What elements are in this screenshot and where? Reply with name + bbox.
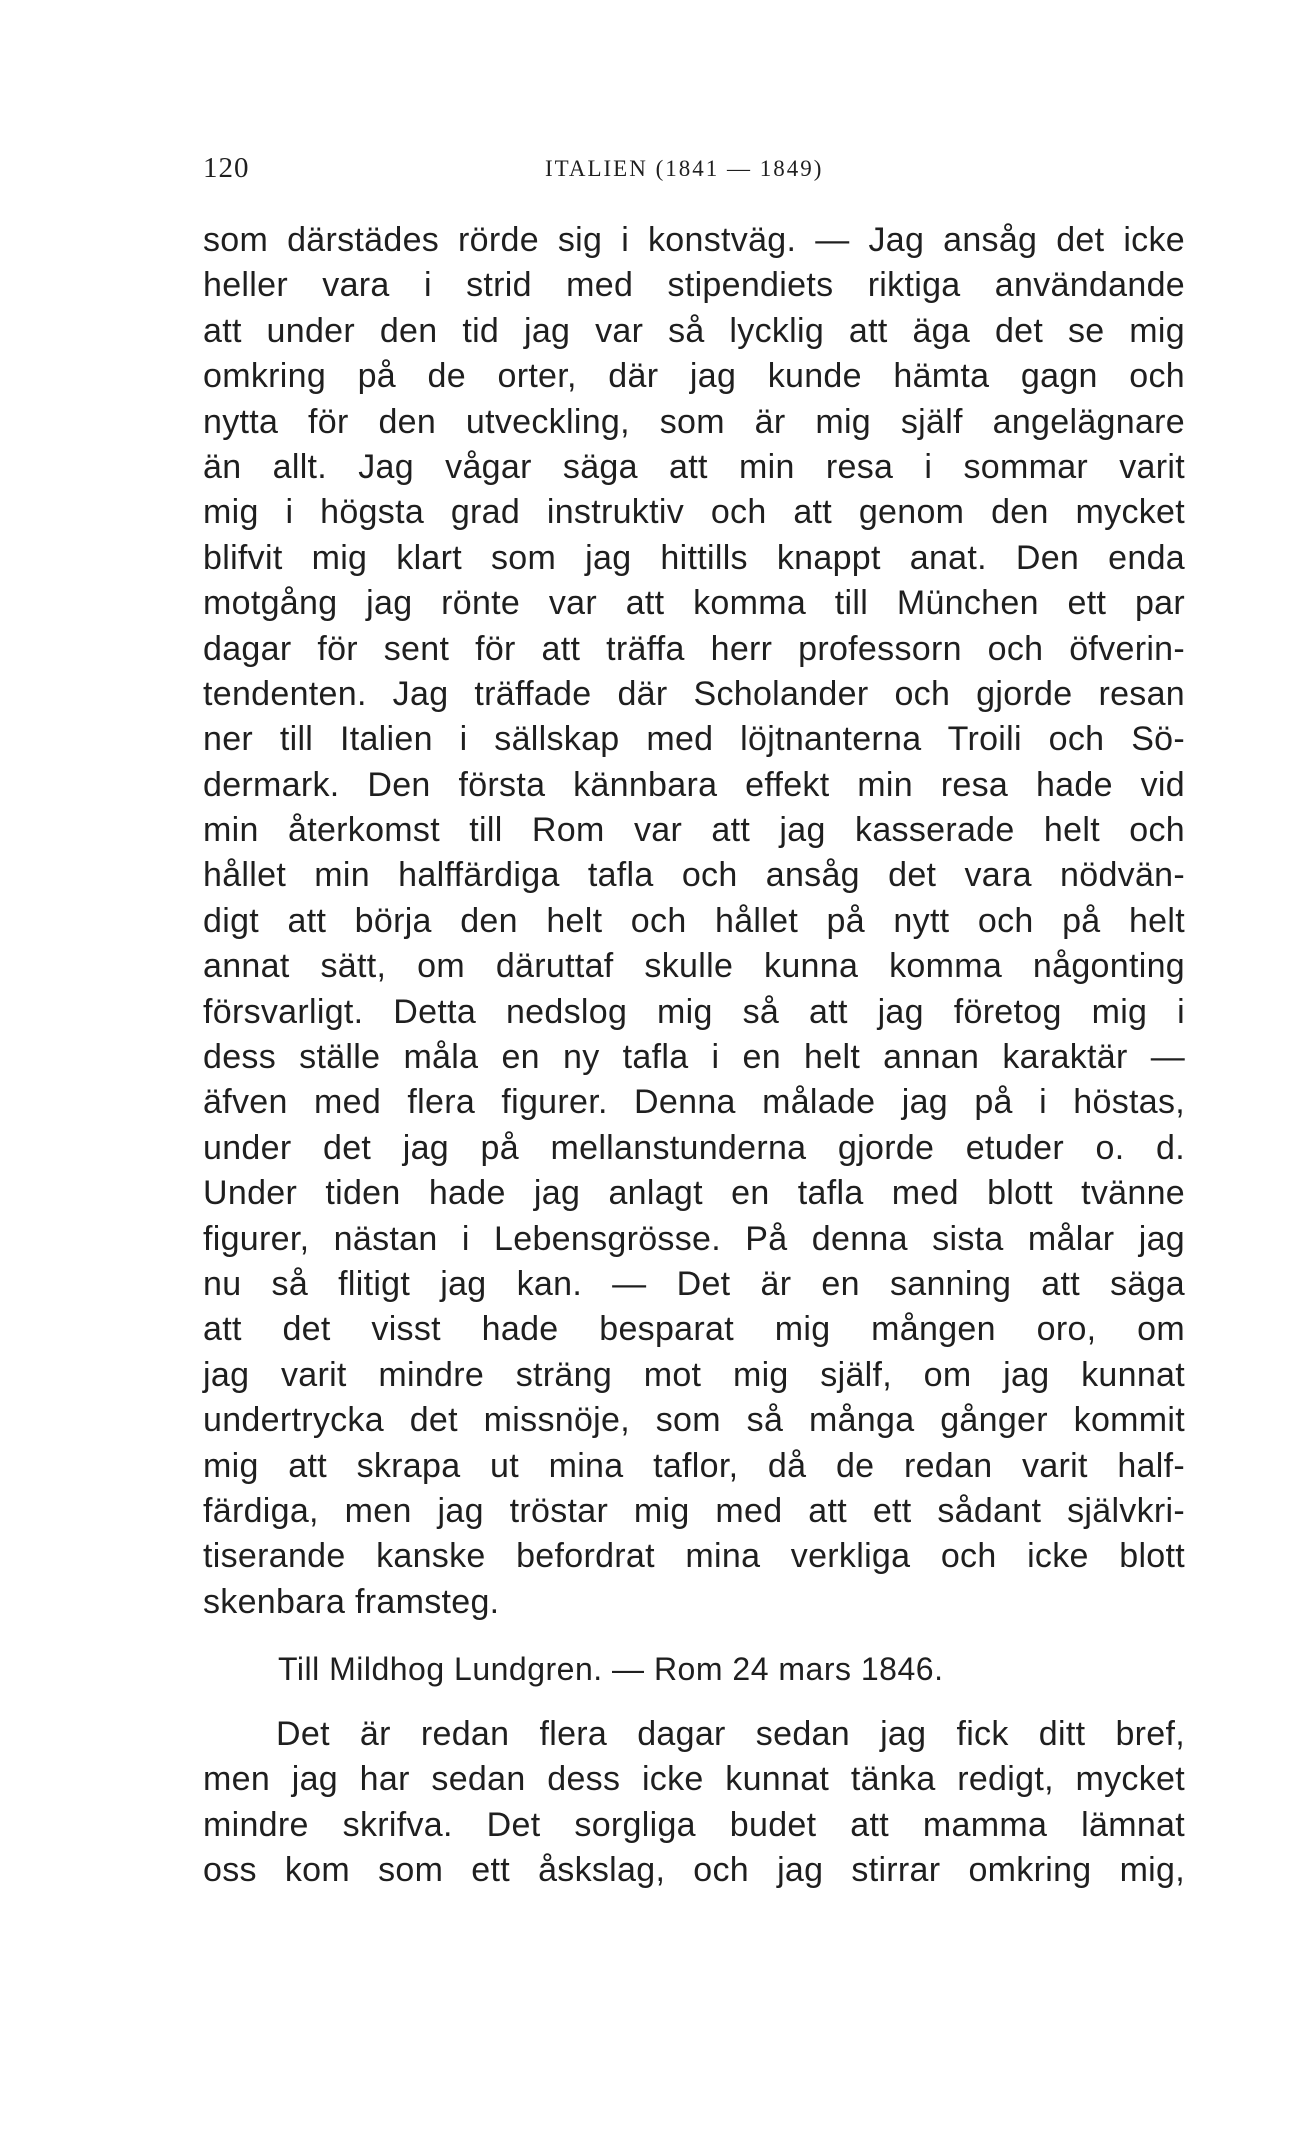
text-line: digt att börja den helt och hållet på nytt och på helt xyxy=(203,901,1185,940)
text-line: nytta för den utveckling, som är mig själf angelägnare xyxy=(203,402,1185,441)
letter-heading: Till Mildhog Lundgren. — Rom 24 mars 1846. xyxy=(278,1651,944,1687)
text-line: mig att skrapa ut mina taflor, då de redan varit half- xyxy=(203,1446,1185,1485)
running-head: ITALIEN (1841 — 1849) xyxy=(545,156,824,181)
text-line: min återkomst till Rom var att jag kasserade helt och xyxy=(203,811,1185,850)
text-line: blifvit mig klart som jag hittills knappt anat. Den enda xyxy=(203,538,1185,577)
text-line: heller vara i strid med stipendiets riktiga användande xyxy=(203,266,1185,305)
text-line: men jag har sedan dess icke kunnat tänka redigt, mycket xyxy=(203,1760,1185,1799)
text-line: dess ställe måla en ny tafla i en helt annan karaktär — xyxy=(203,1038,1185,1077)
text-line: att under den tid jag var så lycklig att äga det se mig xyxy=(203,311,1185,350)
page-number: 120 xyxy=(203,152,250,184)
text-line: hållet min halffärdiga tafla och ansåg det vara nödvän- xyxy=(203,856,1185,895)
text-line: tiserande kanske befordrat mina verkliga och icke blott xyxy=(203,1537,1185,1576)
text-line: än allt. Jag vågar säga att min resa i sommar varit xyxy=(203,447,1185,486)
text-line: dermark. Den första kännbara effekt min resa hade vid xyxy=(203,765,1185,804)
text-line: mig i högsta grad instruktiv och att genom den mycket xyxy=(203,493,1185,532)
text-line: ner till Italien i sällskap med löjtnanterna Troili och Sö- xyxy=(203,720,1185,759)
text-line: under det jag på mellanstunderna gjorde etuder o. d. xyxy=(203,1128,1185,1167)
letter-paragraph xyxy=(203,1712,1185,1894)
text-line: undertrycka det missnöje, som så många gånger kommit xyxy=(203,1401,1185,1440)
text-line: försvarligt. Detta nedslog mig så att jag företog mig i xyxy=(203,992,1185,1031)
text-line: figurer, nästan i Lebensgrösse. På denna sista målar jag xyxy=(203,1219,1185,1258)
text-line: som därstädes rörde sig i konstväg. — Jag ansåg det icke xyxy=(203,221,1185,259)
text-line: motgång jag rönte var att komma till München ett par xyxy=(203,584,1185,623)
text-line: dagar för sent för att träffa herr professorn och öfverin- xyxy=(203,629,1185,668)
text-line: skenbara framsteg. xyxy=(203,1582,500,1621)
text-line: nu så flitigt jag kan. — Det är en sanning att säga xyxy=(203,1264,1185,1303)
text-line: Under tiden hade jag anlagt en tafla med blott tvänne xyxy=(203,1174,1185,1213)
text-line: äfven med flera figurer. Denna målade jag på i höstas, xyxy=(203,1083,1185,1122)
text-line: omkring på de orter, där jag kunde hämta gagn och xyxy=(203,357,1185,396)
text-line: oss kom som ett åskslag, och jag stirrar omkring mig, xyxy=(203,1851,1185,1890)
text-line: jag varit mindre sträng mot mig själf, om jag kunnat xyxy=(203,1355,1185,1394)
text-line: tendenten. Jag träffade där Scholander och gjorde resan xyxy=(203,674,1185,713)
text-line: Det är redan flera dagar sedan jag fick ditt bref, xyxy=(276,1715,1185,1753)
page-header xyxy=(203,152,875,192)
text-line: annat sätt, om däruttaf skulle kunna komma någonting xyxy=(203,947,1185,986)
text-line: färdiga, men jag tröstar mig med att ett sådant självkri- xyxy=(203,1491,1185,1530)
text-line: mindre skrifva. Det sorgliga budet att mamma lämnat xyxy=(203,1805,1185,1844)
paragraph-main xyxy=(203,218,1185,1625)
text-line: att det visst hade besparat mig mången oro, om xyxy=(203,1310,1185,1349)
